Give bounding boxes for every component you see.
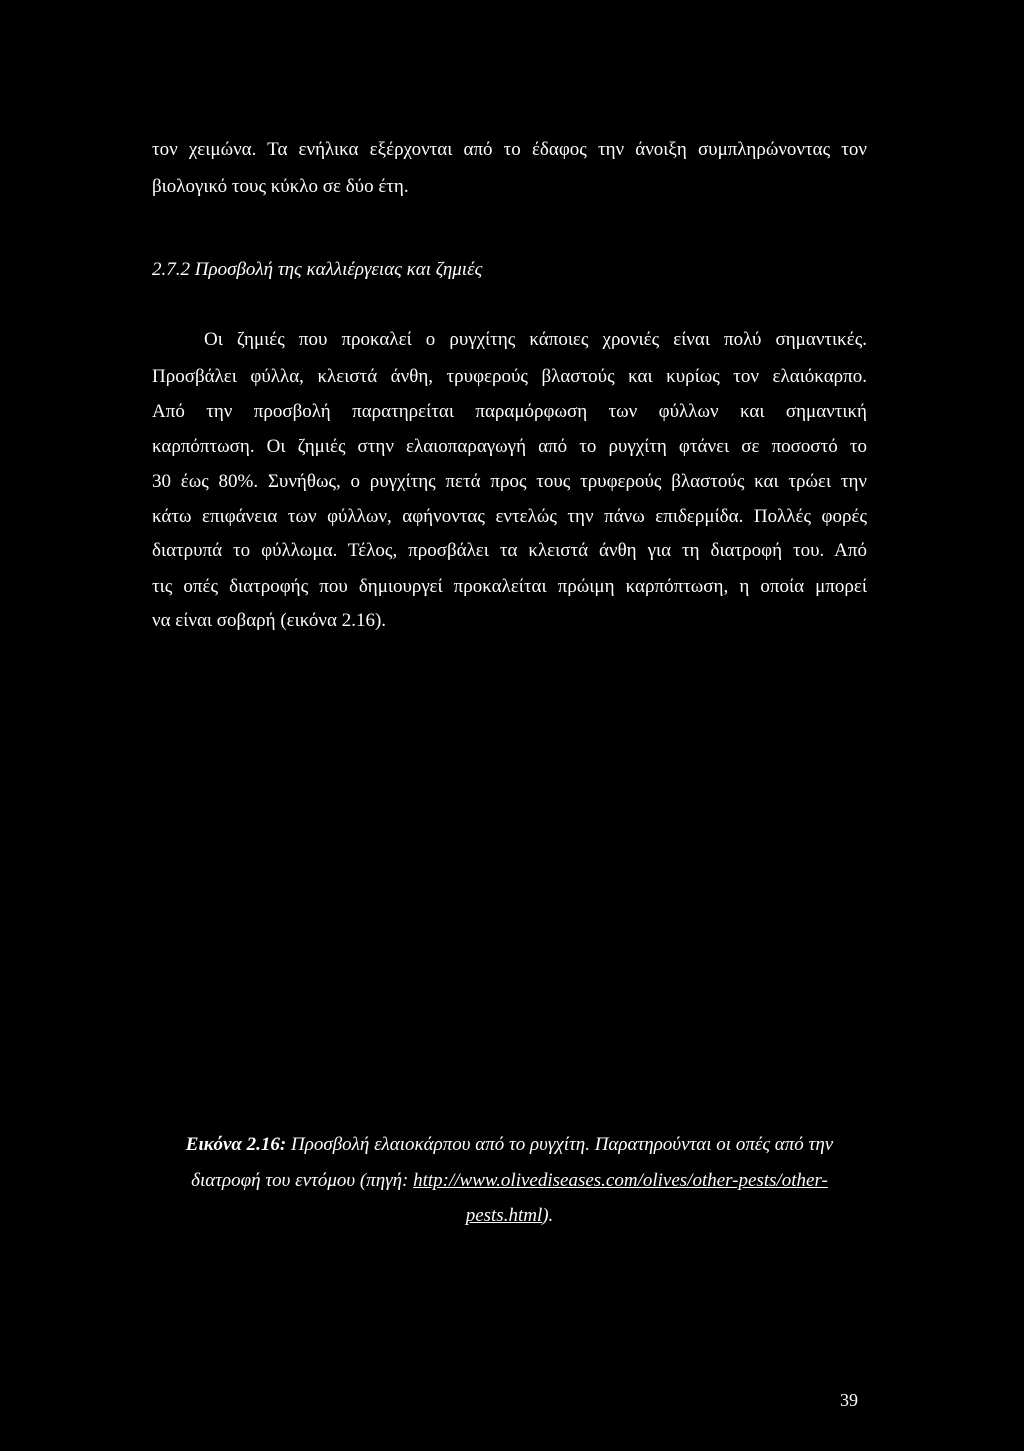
paragraph-line-8: τις οπές διατροφής που δημιουργεί προκαλείται πρώιμη καρπόπτωση, η οποία μπορεί	[152, 576, 867, 597]
paragraph-line-4: καρπόπτωση. Οι ζημιές στην ελαιοπαραγωγή από το ρυγχίτη φτάνει σε ποσοστό το	[152, 436, 867, 457]
caption-label: Εικόνα 2.16:	[185, 1134, 287, 1155]
caption-line-2	[152, 1169, 867, 1193]
source-link-continued[interactable]: pests.html	[465, 1205, 543, 1226]
page-number: 39	[840, 1390, 858, 1410]
paragraph-line-1: Οι ζημιές που προκαλεί ο ρυγχίτης κάποιες χρονιές είναι πολύ σημαντικές.	[204, 329, 867, 350]
body-line-2: βιολογικό τους κύκλο σε δύο έτη.	[152, 176, 409, 197]
caption-text-3: ).	[542, 1205, 554, 1226]
source-link[interactable]: http://www.olivediseases.com/olives/other-pests/other-	[413, 1170, 828, 1191]
caption-text-1: Προσβολή ελαιοκάρπου από το ρυγχίτη. Παρατηρούνται οι οπές από την	[286, 1134, 834, 1155]
paragraph-line-3: Από την προσβολή παρατηρείται παραμόρφωση των φύλλων και σημαντική	[152, 401, 867, 422]
paragraph-line-9: να είναι σοβαρή (εικόνα 2.16).	[152, 610, 387, 631]
paragraph-line-2: Προσβάλει φύλλα, κλειστά άνθη, τρυφερούς βλαστούς και κυρίως τον ελαιόκαρπο.	[152, 366, 867, 387]
caption-line-1	[152, 1133, 867, 1157]
caption-line-3	[152, 1204, 867, 1228]
caption-text-2: διατροφή του εντόμου (πηγή:	[191, 1170, 414, 1191]
body-line-1: τον χειμώνα. Τα ενήλικα εξέρχονται από το έδαφος την άνοιξη συμπληρώνοντας τον	[152, 139, 867, 160]
paragraph-line-6: κάτω επιφάνεια των φύλλων, αφήνοντας εντελώς την πάνω επιδερμίδα. Πολλές φορές	[152, 506, 867, 527]
paragraph-line-7: διατρυπά το φύλλωμα. Τέλος, προσβάλει τα κλειστά άνθη για τη διατροφή του. Από	[152, 540, 867, 561]
paragraph-line-5: 30 έως 80%. Συνήθως, ο ρυγχίτης πετά προς τους τρυφερούς βλαστούς και τρώει την	[152, 471, 867, 492]
section-heading: 2.7.2 Προσβολή της καλλιέργειας και ζημιές	[152, 259, 483, 280]
